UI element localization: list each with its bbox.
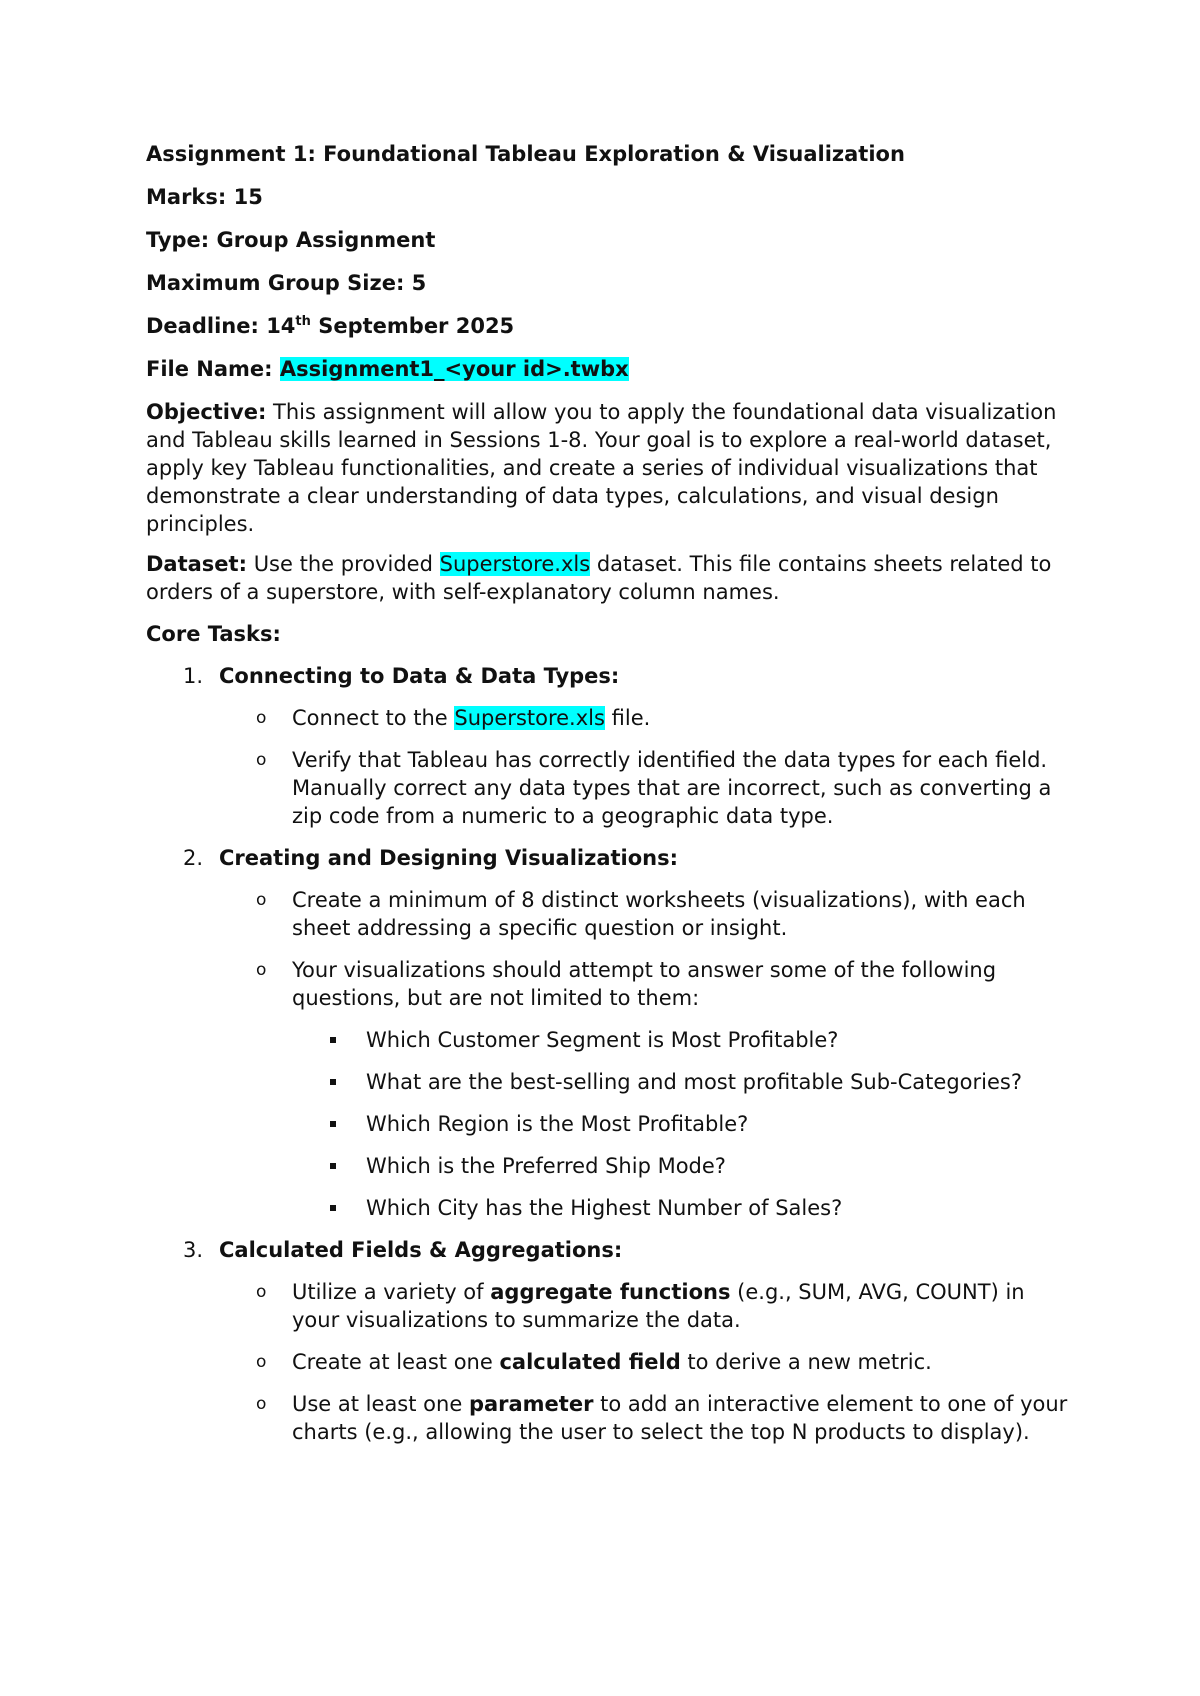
objective-label: Objective: (146, 400, 267, 424)
dataset-label: Dataset: (146, 552, 247, 576)
dataset-paragraph (146, 550, 1076, 606)
task-2-item-1 (146, 886, 1076, 942)
question-text: Which is the Preferred Ship Mode? (366, 1154, 726, 1178)
task-2-item-2-text: Your visualizations should attempt to answer some of the following questions, but are not limited to them: (292, 958, 997, 1010)
deadline-day: 14 (266, 314, 296, 338)
task-3-item-3 (146, 1390, 1076, 1446)
bullet-icon: o (256, 960, 267, 980)
deadline-day-suffix: th (295, 314, 311, 329)
deadline-month-year: September 2025 (318, 314, 515, 338)
marks-label: Marks: (146, 185, 227, 209)
file-name-value: Assignment1_<your id>.twbx (279, 357, 629, 381)
task-3-heading (146, 1236, 1076, 1264)
question-item (146, 1110, 1076, 1138)
objective-text: This assignment will allow you to apply the foundational data visualization and Tableau skills learned in Sessions 1-8. Your goal is to explore a real-world dataset, apply key Tableau functionalities, and create a series of individual visualizations that demonstrate a clear understanding of data types, calculations, and visual design principles. (146, 400, 1057, 536)
bullet-icon: o (256, 750, 267, 770)
task-3-item-3-bold: parameter (468, 1392, 594, 1416)
task-3-item-2 (146, 1348, 1076, 1376)
bullet-icon: o (256, 708, 267, 728)
task-1-item-1 (146, 704, 1076, 732)
marks-value: 15 (233, 185, 263, 209)
question-item (146, 1152, 1076, 1180)
dataset-text-post: dataset. This file contains sheets related to orders of a superstore, with self-explanatory column names. (146, 552, 1052, 604)
task-1-item-2-text: Verify that Tableau has correctly identified the data types for each field. Manually correct any data types that are incorrect, such as converting a zip code from a numeric to a geographic data type. (292, 748, 1052, 828)
type-label: Type: (146, 228, 210, 252)
task-3-item-1-pre: Utilize a variety of (292, 1280, 484, 1304)
task-1-item-1-file: Superstore.xls (454, 706, 605, 730)
deadline-label: Deadline: (146, 314, 259, 338)
deadline-line (146, 312, 1076, 340)
task-1-item-2 (146, 746, 1076, 830)
bullet-icon: o (256, 890, 267, 910)
task-3-item-1 (146, 1278, 1076, 1334)
square-bullet-icon (330, 1037, 336, 1043)
group-size-value: 5 (411, 271, 427, 295)
file-name-label: File Name: (146, 357, 273, 381)
dataset-file: Superstore.xls (439, 552, 591, 576)
square-bullet-icon (330, 1163, 336, 1169)
core-tasks-heading: Core Tasks: (146, 622, 281, 646)
bullet-icon: o (256, 1352, 267, 1372)
task-3-item-1-post: (e.g., SUM, AVG, COUNT) in your visualizations to summarize the data. (292, 1280, 1025, 1332)
question-item (146, 1026, 1076, 1054)
file-name-line (146, 355, 1076, 383)
task-2-title: Creating and Designing Visualizations: (219, 846, 679, 870)
task-3-item-1-bold: aggregate functions (490, 1280, 731, 1304)
marks-line (146, 183, 1076, 211)
task-2-heading (146, 844, 1076, 872)
question-text: What are the best-selling and most profitable Sub-Categories? (366, 1070, 1022, 1094)
task-2-number: 2. (183, 846, 204, 870)
question-item (146, 1068, 1076, 1096)
task-1-item-1-post: file. (611, 706, 651, 730)
objective-paragraph (146, 398, 1076, 538)
question-text: Which Region is the Most Profitable? (366, 1112, 749, 1136)
task-3-number: 3. (183, 1238, 204, 1262)
task-1-heading (146, 662, 1076, 690)
question-text: Which Customer Segment is Most Profitable? (366, 1028, 839, 1052)
square-bullet-icon (330, 1205, 336, 1211)
square-bullet-icon (330, 1079, 336, 1085)
task-3-item-3-post: to add an interactive element to one of your charts (e.g., allowing the user to select the top N products to display). (292, 1392, 1068, 1444)
group-size-label: Maximum Group Size: (146, 271, 405, 295)
type-line (146, 226, 1076, 254)
task-1-title: Connecting to Data & Data Types: (219, 664, 620, 688)
task-3-item-3-pre: Use at least one (292, 1392, 463, 1416)
question-text: Which City has the Highest Number of Sales? (366, 1196, 843, 1220)
group-size-line (146, 269, 1076, 297)
bullet-icon: o (256, 1282, 267, 1302)
square-bullet-icon (330, 1121, 336, 1127)
dataset-text-pre: Use the provided (253, 552, 433, 576)
question-item (146, 1194, 1076, 1222)
document-content (146, 140, 1076, 1460)
task-3-title: Calculated Fields & Aggregations: (219, 1238, 623, 1262)
task-2-item-1-text: Create a minimum of 8 distinct worksheets (visualizations), with each sheet addressing a specific question or insight. (292, 888, 1026, 940)
bullet-icon: o (256, 1394, 267, 1414)
assignment-title: Assignment 1: Foundational Tableau Exploration & Visualization (146, 142, 905, 166)
task-1-item-1-pre: Connect to the (292, 706, 448, 730)
task-3-item-2-bold: calculated field (499, 1350, 681, 1374)
task-2-item-2 (146, 956, 1076, 1012)
task-1-number: 1. (183, 664, 204, 688)
task-3-item-2-post: to derive a new metric. (687, 1350, 932, 1374)
task-3-item-2-pre: Create at least one (292, 1350, 493, 1374)
type-value: Group Assignment (216, 228, 436, 252)
